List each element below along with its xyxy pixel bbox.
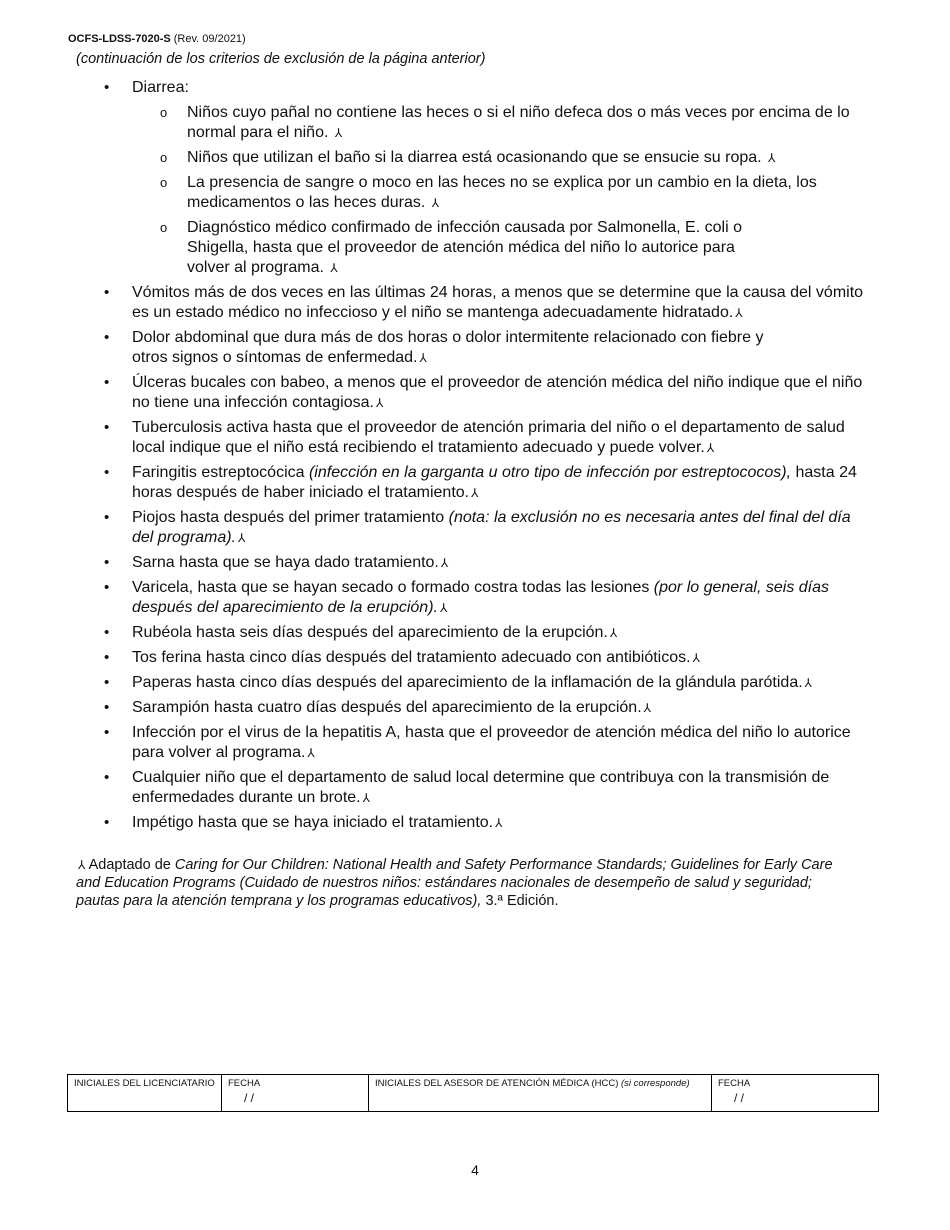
adapted-marker-icon: ⅄ — [768, 151, 776, 165]
adapted-marker-icon: ⅄ — [330, 261, 338, 275]
page-number: 4 — [471, 1162, 479, 1178]
adapted-marker-icon: ⅄ — [375, 396, 384, 410]
list-item: • Varicela, hasta que se hayan secado o formado costra todas las lesiones (por lo general, seis días después del aparecimiento de la erupción). ⅄ — [104, 579, 829, 616]
form-id — [68, 33, 246, 45]
continuation-note: (continuación de los criterios de exclusión de la página anterior) — [76, 51, 486, 67]
list-item: • Infección por el virus de la hepatitis A, hasta que el proveedor de atención médica del niño lo autorice para volver al programa. ⅄ — [104, 724, 851, 761]
sub-list-item: o Diagnóstico médico confirmado de infección causada por Salmonella, E. coli o Shigella, hasta que el proveedor de atención médica del niño lo autorice para volver al programa. ⅄ — [160, 219, 742, 276]
adapted-marker-icon: ⅄ — [609, 626, 618, 640]
adapted-marker-icon: ⅄ — [439, 601, 448, 615]
adapted-marker-icon: ⅄ — [334, 126, 343, 140]
adapted-marker-icon: ⅄ — [238, 531, 246, 545]
exclusion-criteria-list — [0, 78, 950, 838]
form-code: OCFS-LDSS-7020-S — [68, 33, 171, 45]
adapted-marker-icon: ⅄ — [78, 858, 86, 872]
list-item: • Úlceras bucales con babeo, a menos que el proveedor de atención médica del niño indique que el niño no tiene una infección contagiosa. ⅄ — [104, 374, 863, 411]
licensee-initials-field[interactable]: INICIALES DEL LICENCIATARIO — [68, 1075, 222, 1111]
sub-list-item: o Niños que utilizan el baño si la diarrea está ocasionando que se ensucie su ropa. ⅄ — [160, 149, 776, 166]
list-item: • Tos ferina hasta cinco días después del tratamiento adecuado con antibióticos. ⅄ — [104, 649, 700, 666]
list-item: • Cualquier niño que el departamento de salud local determine que contribuya con la transmisión de enfermedades durante un brote. ⅄ — [104, 769, 830, 806]
adapted-marker-icon: ⅄ — [471, 486, 479, 500]
list-item: • Dolor abdominal que dura más de dos horas o dolor intermitente relacionado con fiebre y otros signos o síntomas de enfermedad. ⅄ — [104, 329, 764, 366]
list-item: • Rubéola hasta seis días después del aparecimiento de la erupción. ⅄ — [104, 624, 618, 641]
hcc-initials-field[interactable]: INICIALES DEL ASESOR DE ATENCIÓN MÉDICA (HCC) (si corresponde) — [369, 1075, 712, 1111]
list-item: • Faringitis estreptocócica (infección en la garganta u otro tipo de infección por estreptococos), hasta 24 horas después de haber iniciado el tratamiento. ⅄ — [104, 464, 857, 501]
signature-table — [67, 1074, 879, 1112]
adapted-marker-icon: ⅄ — [643, 701, 651, 715]
adapted-marker-icon: ⅄ — [440, 556, 449, 570]
list-item: • Impétigo hasta que se haya iniciado el tratamiento. ⅄ — [104, 814, 503, 831]
adapted-marker-icon: ⅄ — [804, 676, 812, 690]
list-item: • Sarna hasta que se haya dado tratamiento. ⅄ — [104, 554, 449, 571]
adapted-marker-icon: ⅄ — [419, 351, 427, 365]
adapted-marker-icon: ⅄ — [495, 816, 503, 830]
adapted-marker-icon: ⅄ — [706, 441, 715, 455]
diarrhea-label: Diarrea: — [132, 79, 189, 96]
list-item: • Piojos hasta después del primer tratamiento (nota: la exclusión no es necesaria antes del final del día del programa). ⅄ — [104, 509, 851, 546]
source-title: Caring for Our Children: National Health and Safety Performance Standards; Guidelines for Early Care and Education Programs (Cuidado de nuestros niños: estándares nacionales de desempeño de salud y seguridad; pautas para la atención temprana y los programas educativos), — [76, 857, 833, 909]
sub-list-item: o Niños cuyo pañal no contiene las heces o si el niño defeca dos o más veces por encima de lo normal para el niño. ⅄ — [160, 104, 850, 141]
date-field-1[interactable]: FECHA / / — [222, 1075, 369, 1111]
adapted-marker-icon: ⅄ — [307, 746, 315, 760]
form-revision: (Rev. 09/2021) — [173, 33, 246, 45]
adapted-marker-icon: ⅄ — [431, 196, 440, 210]
source-footnote: ⅄ Adaptado de Caring for Our Children: National Health and Safety Performance Standards; Guidelines for Early Care and Education Programs (Cuidado de nuestros niños: estándares nacionales de desempeño de salud y seguridad; pautas para la atención temprana y los programas educativos), 3.ª Edición. — [76, 857, 833, 909]
adapted-marker-icon: ⅄ — [735, 306, 743, 320]
list-item: • Tuberculosis activa hasta que el proveedor de atención primaria del niño o el departamento de salud local indique que el niño está recibiendo el tratamiento adecuado y puede volver. ⅄ — [104, 419, 845, 456]
date-field-2[interactable]: FECHA / / — [718, 1078, 751, 1105]
list-item: • Paperas hasta cinco días después del aparecimiento de la inflamación de la glándula parótida. ⅄ — [104, 674, 812, 691]
adapted-marker-icon: ⅄ — [692, 651, 700, 665]
list-item: • Sarampión hasta cuatro días después del aparecimiento de la erupción. ⅄ — [104, 699, 651, 716]
sub-list-item: o La presencia de sangre o moco en las heces no se explica por un cambio en la dieta, los medicamentos o las heces duras. ⅄ — [160, 174, 817, 211]
list-item: • Diarrea: — [104, 79, 189, 96]
adapted-marker-icon: ⅄ — [362, 791, 370, 805]
list-item: • Vómitos más de dos veces en las últimas 24 horas, a menos que se determine que la causa del vómito es un estado médico no infeccioso y el niño se mantenga adecuadamente hidratado. ⅄ — [104, 284, 864, 321]
